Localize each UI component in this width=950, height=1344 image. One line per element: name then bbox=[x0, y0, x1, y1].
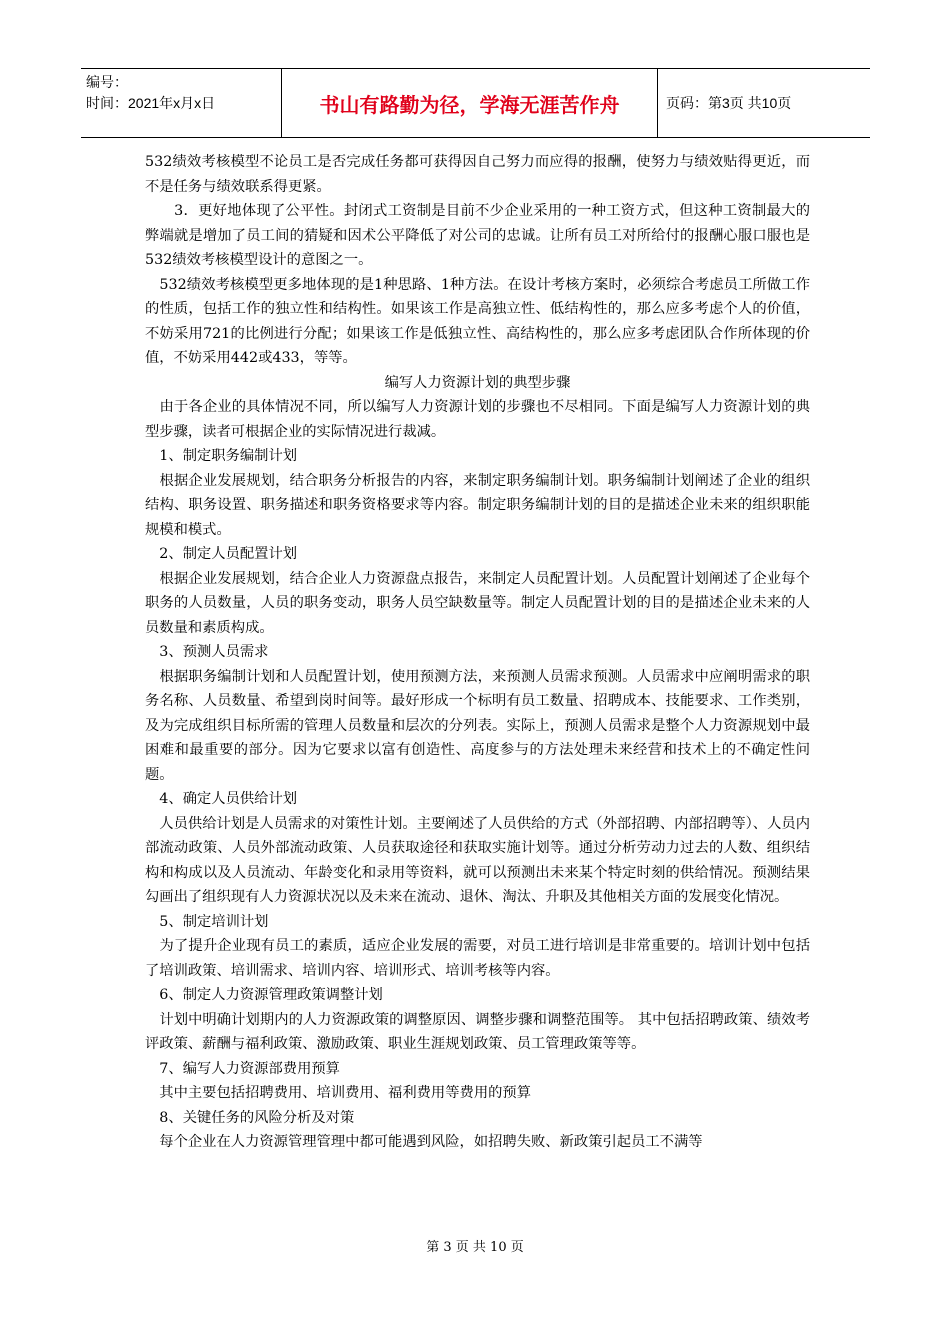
document-number-label: 编号： bbox=[86, 74, 128, 90]
paragraph: 其中主要包括招聘费用、培训费用、福利费用等费用的预算 bbox=[145, 1085, 532, 1101]
step-heading: 5、制定培训计划 bbox=[145, 913, 269, 930]
step-heading: 2、制定人员配置计划 bbox=[145, 546, 298, 562]
paragraph: 532绩效考核模型不论员工是否完成任务都可获得因自己努力而应得的报酬，使努力与绩效贴得更近，而不是任务与绩效联系得更紧。 bbox=[145, 154, 810, 195]
paragraph: 根据企业发展规划，结合企业人力资源盘点报告，来制定人员配置计划。人员配置计划阐述了企业每个职务的人员数量，人员的职务变动，职务人员空缺数量等。制定人员配置计划的目的是描述企业未来的人员数量和素质构成。 bbox=[145, 570, 810, 636]
page-header bbox=[81, 68, 870, 138]
paragraph: 由于各企业的具体情况不同，所以编写人力资源计划的步骤也不尽相同。下面是编写人力资源计划的典型步骤，读者可根据企业的实际情况进行裁减。 bbox=[145, 399, 810, 440]
step-heading: 7、编写人力资源部费用预算 bbox=[145, 1060, 340, 1077]
header-motto: 书山有路勤为径，学海无涯苦作舟 bbox=[282, 69, 658, 137]
step-heading: 4、确定人员供给计划 bbox=[145, 791, 298, 807]
paragraph: 根据职务编制计划和人员配置计划，使用预测方法，来预测人员需求预测。人员需求中应阐明需求的职务名称、人员数量、希望到岗时间等。最好形成一个标明有员工数量、招聘成本、技能要求、工作类别，及为完成组织目标所需的管理人员数量和层次的分列表。实际上，预测人员需求是整个人力资源规划中最困难和最重要的部分。因为它要求以富有创造性、高度参与的方法处理未来经营和技术上的不确定性问题。 bbox=[145, 668, 810, 783]
paragraph: 每个企业在人力资源管理管理中都可能遇到风险，如招聘失败、新政策引起员工不满等 bbox=[145, 1134, 703, 1150]
section-title: 编写人力资源计划的典型步骤 bbox=[384, 374, 571, 391]
step-heading: 1、制定职务编制计划 bbox=[145, 448, 298, 464]
document-date-label: 时间：2021年x月x日 bbox=[86, 95, 216, 111]
document-body bbox=[145, 150, 810, 1155]
paragraph: 人员供给计划是人员需求的对策性计划。主要阐述了人员供给的方式（外部招聘、内部招聘等）、人员内部流动政策、人员外部流动政策、人员获取途径和获取实施计划等。通过分析劳动力过去的人数、组织结构和构成以及人员流动、年龄变化和录用等资料，就可以预测出未来某个特定时刻的供给情况。预测结果勾画出了组织现有人力资源状况以及未来在流动、退休、淘汰、升职及其他相关方面的发展变化情况。 bbox=[145, 815, 810, 905]
header-page-info: 页码：第3页 共10页 bbox=[666, 95, 792, 111]
step-heading: 8、关键任务的风险分析及对策 bbox=[145, 1109, 355, 1126]
page-footer: 第 3 页 共 10 页 bbox=[426, 1240, 524, 1255]
step-heading: 3、预测人员需求 bbox=[145, 644, 269, 660]
paragraph: 为了提升企业现有员工的素质，适应企业发展的需要，对员工进行培训是非常重要的。培训计划中包括了培训政策、培训需求、培训内容、培训形式、培训考核等内容。 bbox=[145, 938, 810, 979]
header-meta bbox=[81, 69, 282, 137]
step-heading: 6、制定人力资源管理政策调整计划 bbox=[145, 987, 383, 1003]
paragraph: 计划中明确计划期内的人力资源政策的调整原因、调整步骤和调整范围等。 其中包括招聘政策、绩效考评政策、薪酬与福利政策、激励政策、职业生涯规划政策、员工管理政策等等。 bbox=[145, 1011, 810, 1052]
paragraph: 根据企业发展规划，结合职务分析报告的内容，来制定职务编制计划。职务编制计划阐述了企业的组织结构、职务设置、职务描述和职务资格要求等内容。制定职务编制计划的目的是描述企业未来的组织职能规模和模式。 bbox=[145, 472, 810, 538]
paragraph: 3．更好地体现了公平性。封闭式工资制是目前不少企业采用的一种工资方式，但这种工资制最大的弊端就是增加了员工间的猜疑和因术公平降低了对公司的忠诚。让所有员工对所给付的报酬心服口服也是532绩效考核模型设计的意图之一。 bbox=[145, 203, 810, 268]
paragraph: 532绩效考核模型更多地体现的是1种思路、1种方法。在设计考核方案时，必须综合考虑员工所做工作的性质，包括工作的独立性和结构性。如果该工作是高独立性、低结构性的，那么应多考虑个人的价值，不妨采用721的比例进行分配；如果该工作是低独立性、高结构性的，那么应多考虑团队合作所体现的价值，不妨采用442或433，等等。 bbox=[145, 276, 810, 366]
